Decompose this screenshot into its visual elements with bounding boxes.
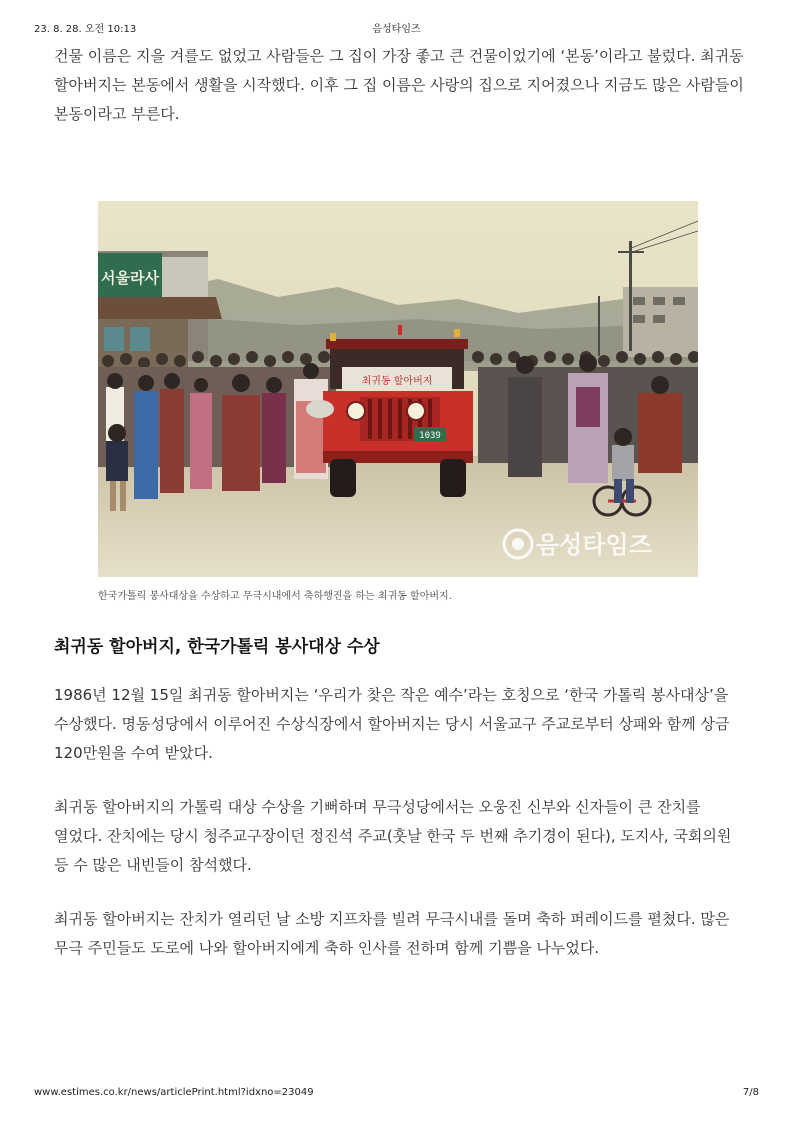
license-plate-text: 1039 — [419, 431, 441, 441]
print-url: www.estimes.co.kr/news/articlePrint.html?idxno=23049 — [34, 1087, 314, 1098]
photo-caption: 한국가톨릭 봉사대상을 수상하고 무극시내에서 축하행진을 하는 최귀동 할아버지. — [98, 591, 452, 602]
parade-photo-illustration — [98, 201, 698, 577]
print-footer — [34, 1087, 759, 1101]
print-header — [34, 20, 759, 36]
article-photo — [98, 201, 698, 577]
jeep-banner-text: 최귀동 할아버지 — [361, 376, 433, 387]
body-paragraph-1: 1986년 12월 15일 최귀동 할아버지는 ‘우리가 찾은 작은 예수’라는 호칭으로 ‘한국 가톨릭 봉사대상’을 수상했다. 명동성당에서 이루어진 수상식장에서 할아버지는 당시 서울교구 주교로부터 상패와 함께 상금 120만원을 수여 받았다. — [54, 686, 730, 762]
section-subheading: 최귀동 할아버지, 한국가톨릭 봉사대상 수상 — [54, 637, 380, 657]
photo-watermark-text: 음성타임즈 — [536, 531, 652, 559]
shop-sign-text: 서울라사 — [101, 269, 159, 287]
body-paragraph-2: 최귀동 할아버지의 가톨릭 대상 수상을 기뻐하며 무극성당에서는 오웅진 신부와 신자들이 큰 잔치를 열었다. 잔치에는 당시 청주교구장이던 정진석 주교(훗날 한국 두 번째 추기경이 된다), 도지사, 국회의원 등 수 많은 내빈들이 참석했다. — [54, 798, 732, 874]
page-number: 7/8 — [742, 1087, 759, 1098]
print-site-title: 음성타임즈 — [372, 24, 421, 35]
intro-paragraph: 건물 이름은 지을 겨를도 없었고 사람들은 그 집이 가장 좋고 큰 건물이었기에 ‘본동’이라고 불렀다. 최귀동 할아버지는 본동에서 생활을 시작했다. 이후 그 집 이름은 사랑의 집으로 지어졌으나 지금도 많은 사람들이 본동이라고 부른다. — [54, 47, 744, 123]
print-datetime: 23. 8. 28. 오전 10:13 — [34, 24, 137, 35]
body-paragraph-3: 최귀동 할아버지는 잔치가 열리던 날 소방 지프차를 빌려 무극시내를 돌며 축하 퍼레이드를 펼쳤다. 많은 무극 주민들도 도로에 나와 할아버지에게 축하 인사를 전하며 함께 기쁨을 나누었다. — [54, 910, 730, 957]
